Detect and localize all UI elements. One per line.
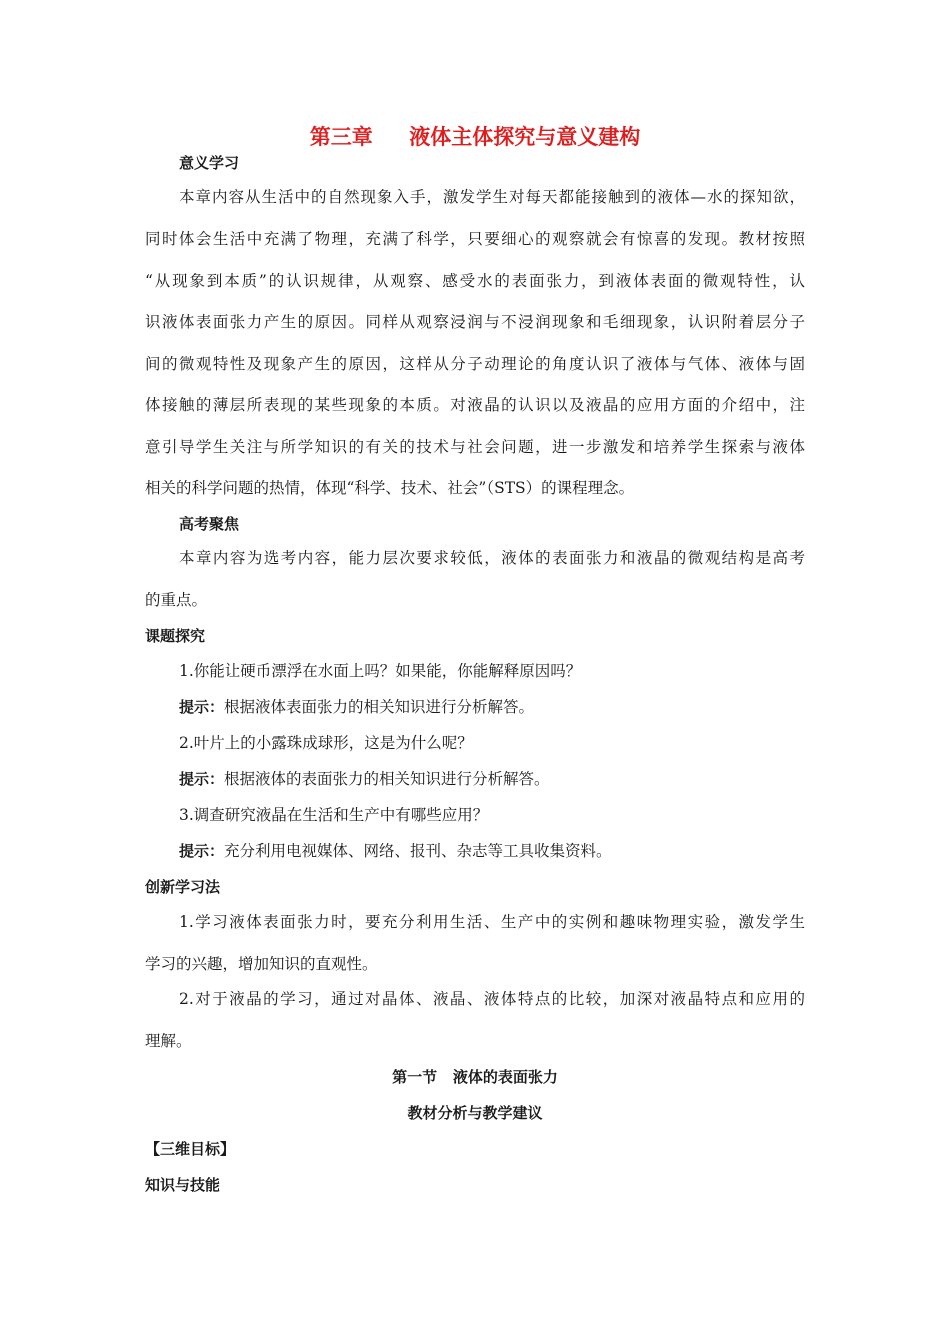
hint-label: 提示： — [179, 770, 225, 788]
hint-3 — [179, 841, 612, 861]
paragraph-line: 本章内容为选考内容，能力层次要求较低，液体的表面张力和液晶的微观结构是高考 — [179, 549, 805, 567]
hint-2 — [179, 769, 550, 789]
paragraph-line: 的重点。 — [145, 591, 208, 609]
goals-heading: 【三维目标】 — [145, 1140, 236, 1158]
hint-label: 提示： — [179, 698, 225, 716]
paragraph-line: 理解。 — [145, 1032, 192, 1050]
paragraph-line: 相关的科学问题的热情，体现“科学、技术、社会”（STS）的课程理念。 — [145, 479, 635, 497]
paragraph-line: 1.学习液体表面张力时，要充分利用生活、生产中的实例和趣味物理实验，激发学生 — [179, 913, 805, 931]
question-1: 1.你能让硬币漂浮在水面上吗？如果能，你能解释原因吗？ — [179, 662, 582, 680]
paragraph-line: 意引导学生关注与所学知识的有关的技术与社会问题，进一步激发和培养学生探索与液体 — [145, 438, 805, 456]
paragraph-line: 学习的兴趣，增加知识的直观性。 — [145, 955, 378, 973]
hint-1 — [179, 697, 534, 717]
paragraph-line: 间的微观特性及现象产生的原因，这样从分子动理论的角度认识了液体与气体、液体与固 — [145, 355, 805, 373]
hint-text: 充分利用电视媒体、网络、报刊、杂志等工具收集资料。 — [224, 842, 612, 860]
section-heading-meaning: 意义学习 — [179, 154, 240, 172]
question-3: 3.调查研究液晶在生活和生产中有哪些应用？ — [179, 806, 489, 824]
section1-subtitle: 教材分析与教学建议 — [407, 1104, 543, 1122]
section-heading-inquiry: 课题探究 — [145, 627, 206, 645]
hint-label: 提示： — [179, 842, 225, 860]
section1-title: 第一节 液体的表面张力 — [392, 1068, 558, 1086]
question-2: 2.叶片上的小露珠成球形，这是为什么呢？ — [179, 734, 473, 752]
hint-text: 根据液体的表面张力的相关知识进行分析解答。 — [224, 770, 550, 788]
paragraph-line: 本章内容从生活中的自然现象入手，激发学生对每天都能接触到的液体—水的探知欲， — [179, 188, 805, 206]
chapter-title: 第三章 液体主体探究与意义建构 — [309, 125, 641, 149]
paragraph-line: 2.对于液晶的学习，通过对晶体、液晶、液体特点的比较，加深对液晶特点和应用的 — [179, 990, 805, 1008]
section-heading-innovation: 创新学习法 — [145, 878, 221, 896]
paragraph-line: 识液体表面张力产生的原因。同样从观察浸润与不浸润现象和毛细现象，认识附着层分子 — [145, 313, 805, 331]
paragraph-line: “从现象到本质”的认识规律，从观察、感受水的表面张力，到液体表面的微观特性，认 — [145, 272, 805, 290]
paragraph-line: 体接触的薄层所表现的某些现象的本质。对液晶的认识以及液晶的应用方面的介绍中，注 — [145, 396, 805, 414]
section-heading-exam: 高考聚焦 — [179, 515, 240, 533]
knowledge-heading: 知识与技能 — [145, 1176, 221, 1194]
paragraph-line: 同时体会生活中充满了物理，充满了科学，只要细心的观察就会有惊喜的发现。教材按照 — [145, 230, 805, 248]
hint-text: 根据液体表面张力的相关知识进行分析解答。 — [224, 698, 535, 716]
